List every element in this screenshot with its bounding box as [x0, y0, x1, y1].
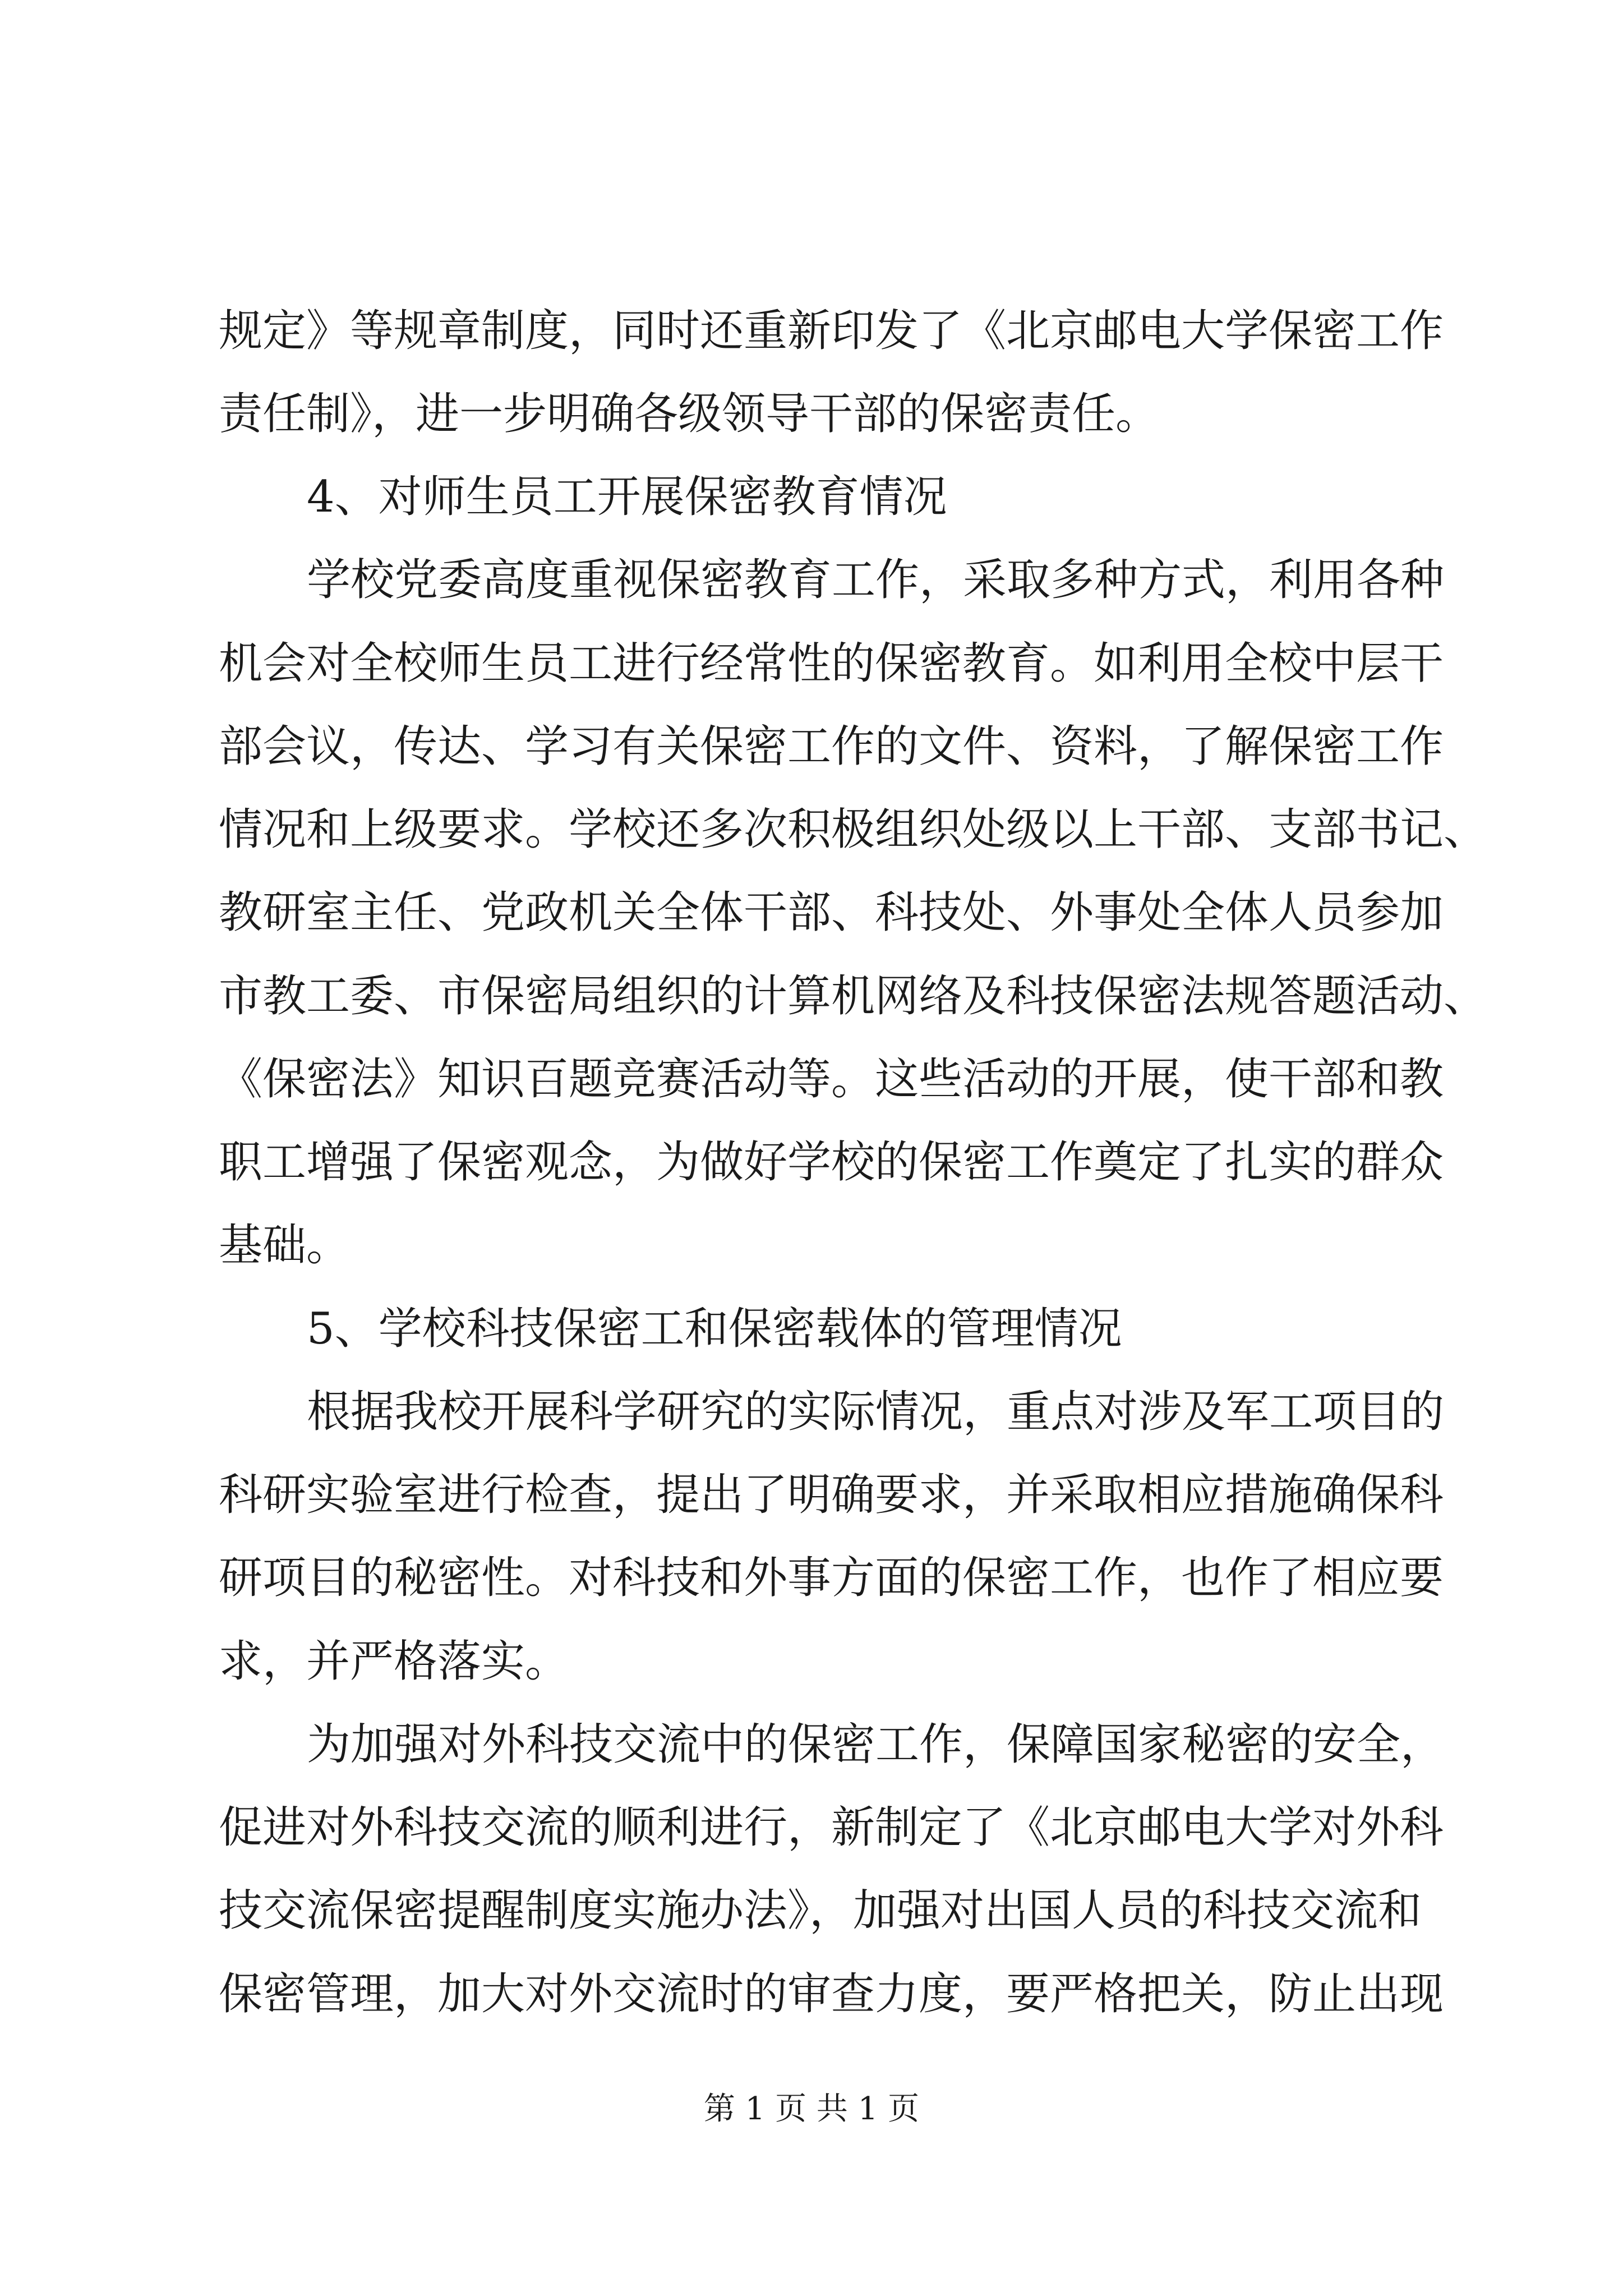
- text-line: 《保密法》知识百题竞赛活动等。这些活动的开展，使干部和教: [219, 1054, 1444, 1105]
- text-line: 规定》等规章制度，同时还重新印发了《北京邮电大学保密工作: [219, 306, 1444, 356]
- text-line: 为加强对外科技交流中的保密工作，保障国家秘密的安全，: [307, 1719, 1445, 1770]
- text-line: 求，并严格落实。: [219, 1636, 569, 1687]
- section-heading: 4、对师生员工开展保密教育情况: [307, 472, 947, 522]
- text-line: 促进对外科技交流的顺利进行，新制定了《北京邮电大学对外科: [219, 1802, 1444, 1853]
- text-line: 技交流保密提醒制度实施办法》，加强对出国人员的科技交流和: [219, 1885, 1422, 1936]
- text-line: 基础。: [219, 1220, 351, 1271]
- text-line: 情况和上级要求。学校还多次积极组织处级以上干部、支部书记、: [219, 804, 1488, 855]
- text-line: 教研室主任、党政机关全体干部、科技处、外事处全体人员参加: [219, 887, 1444, 938]
- text-line: 职工增强了保密观念，为做好学校的保密工作奠定了扎实的群众: [219, 1137, 1444, 1188]
- text-line: 市教工委、市保密局组织的计算机网络及科技保密法规答题活动、: [219, 971, 1488, 1022]
- section-heading: 5、学校科技保密工和保密载体的管理情况: [307, 1304, 1122, 1354]
- text-line: 研项目的秘密性。对科技和外事方面的保密工作，也作了相应要: [219, 1553, 1444, 1603]
- text-line: 保密管理，加大对外交流时的审查力度，要严格把关，防止出现: [219, 1969, 1444, 2019]
- text-line: 责任制》，进一步明确各级领导干部的保密责任。: [219, 389, 1160, 439]
- text-line: 机会对全校师生员工进行经常性的保密教育。如利用全校中层干: [219, 638, 1444, 689]
- text-line: 学校党委高度重视保密教育工作，采取多种方式，利用各种: [307, 555, 1445, 605]
- text-line: 科研实验室进行检查，提出了明确要求，并采取相应措施确保科: [219, 1470, 1444, 1520]
- text-line: 根据我校开展科学研究的实际情况，重点对涉及军工项目的: [307, 1387, 1445, 1437]
- text-line: 部会议，传达、学习有关保密工作的文件、资料，了解保密工作: [219, 721, 1444, 772]
- page-footer: 第 1 页 共 1 页: [703, 2091, 920, 2127]
